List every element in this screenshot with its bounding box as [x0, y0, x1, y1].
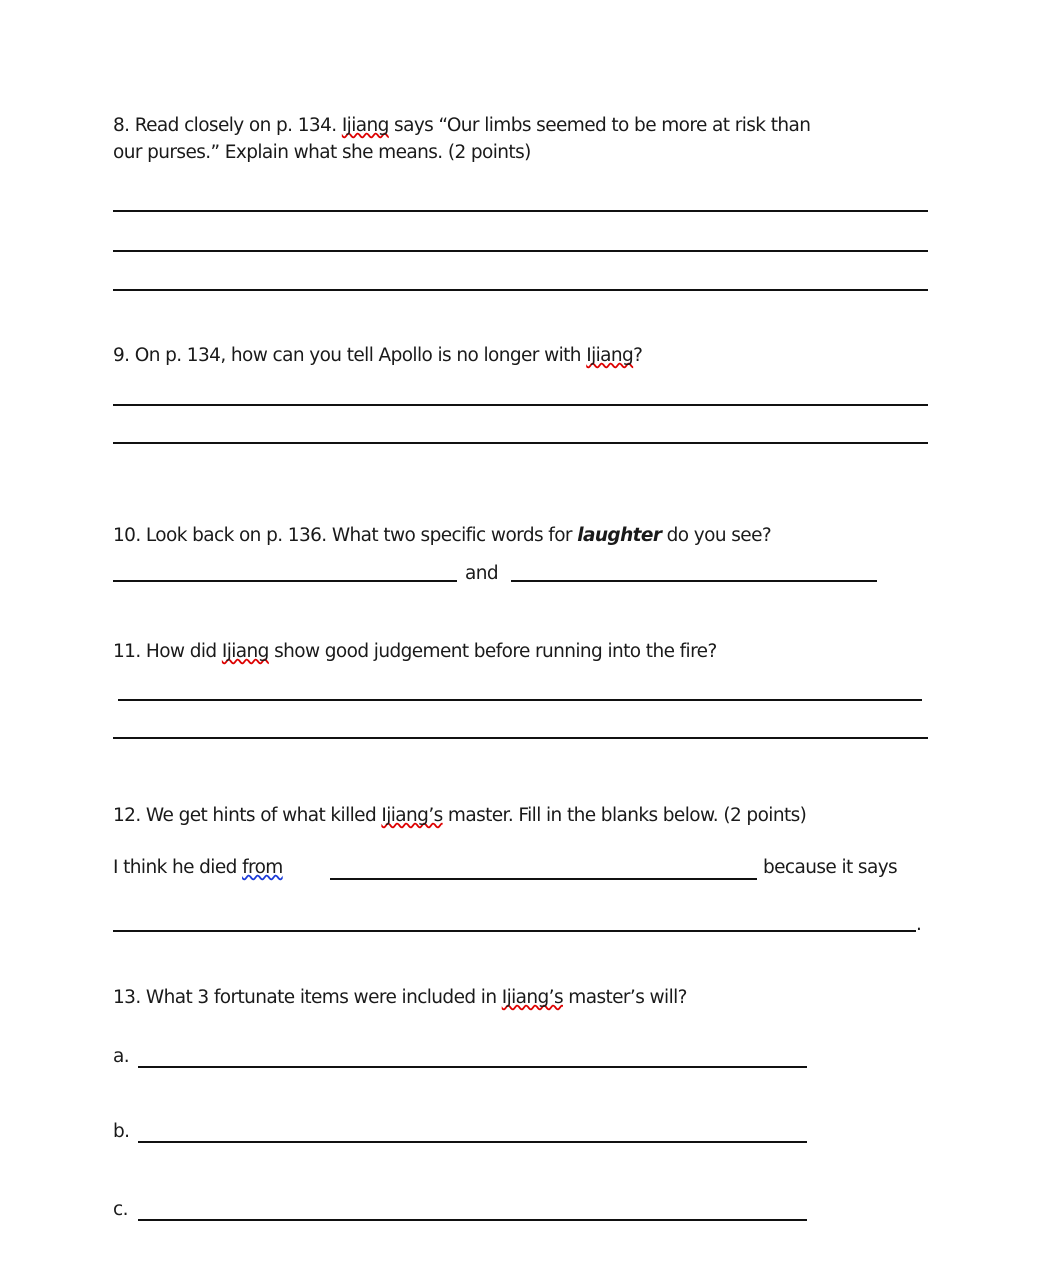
- question-8-line2: our purses.” Explain what she means. (2 points): [113, 142, 531, 163]
- item-label-b: b.: [113, 1121, 130, 1142]
- and-label: and: [465, 563, 499, 584]
- answer-line[interactable]: [330, 878, 757, 880]
- answer-line[interactable]: [113, 404, 928, 406]
- answer-line[interactable]: [113, 737, 928, 739]
- q12-text: 12. We get hints of what killed: [113, 805, 382, 826]
- misspelled-name: Ijiang: [221, 641, 269, 662]
- q8-text: 8. Read closely on p. 134.: [113, 115, 342, 136]
- answer-line[interactable]: [511, 580, 877, 582]
- q13-text: 13. What 3 fortunate items were included in: [113, 987, 502, 1008]
- sentence-start: I think he died: [113, 857, 243, 878]
- answer-line[interactable]: [113, 442, 928, 444]
- question-10: [113, 525, 771, 546]
- question-12: [113, 805, 806, 826]
- answer-line[interactable]: [113, 289, 928, 291]
- answer-line[interactable]: [113, 580, 457, 582]
- q12-text: master. Fill in the blanks below. (2 points): [442, 805, 807, 826]
- misspelled-name: Ijiang’s: [501, 987, 563, 1008]
- question-8: [113, 115, 810, 136]
- item-label-a: a.: [113, 1046, 130, 1067]
- q10-text: 10. Look back on p. 136. What two specific words for: [113, 525, 578, 546]
- sentence-end: because it says: [763, 857, 898, 878]
- grammar-flagged-word: from: [242, 857, 283, 878]
- item-label-c: c.: [113, 1199, 128, 1220]
- period: .: [916, 914, 922, 935]
- answer-line[interactable]: [113, 250, 928, 252]
- question-11: [113, 641, 717, 662]
- question-9: [113, 345, 642, 366]
- q9-text: 9. On p. 134, how can you tell Apollo is no longer with: [113, 345, 587, 366]
- q11-text: show good judgement before running into the fire?: [268, 641, 717, 662]
- answer-line-a[interactable]: [138, 1066, 807, 1068]
- misspelled-name: Ijiang’s: [381, 805, 443, 826]
- question-13: [113, 987, 687, 1008]
- misspelled-name: Ijiang: [341, 115, 389, 136]
- fill-in-sentence: [113, 857, 283, 878]
- answer-line-c[interactable]: [138, 1219, 807, 1221]
- answer-line[interactable]: [113, 210, 928, 212]
- answer-line[interactable]: [113, 930, 916, 932]
- emphasis-word: laughter: [577, 525, 662, 546]
- q8-text: says “Our limbs seemed to be more at risk than: [388, 115, 811, 136]
- q10-text: do you see?: [661, 525, 772, 546]
- q11-text: 11. How did: [113, 641, 222, 662]
- misspelled-name: Ijiang: [586, 345, 634, 366]
- answer-line-b[interactable]: [138, 1141, 807, 1143]
- q13-text: master’s will?: [563, 987, 687, 1008]
- answer-line[interactable]: [118, 699, 922, 701]
- q9-text: ?: [633, 345, 643, 366]
